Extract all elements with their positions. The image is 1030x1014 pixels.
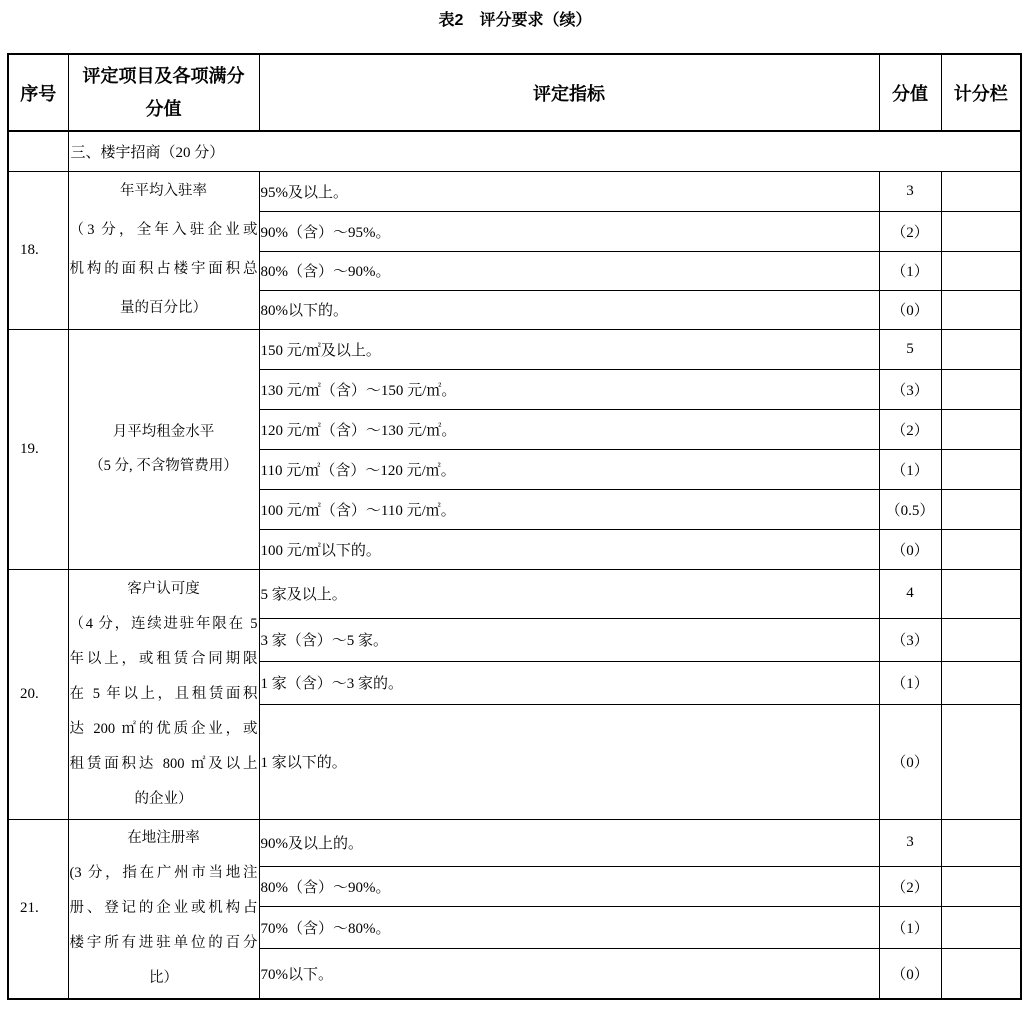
table-row [8, 171, 1021, 211]
tally-cell [941, 329, 1021, 369]
criteria-text: 100 元/㎡（含）～110 元/㎡。 [259, 489, 879, 529]
header-number: 序号 [8, 54, 68, 131]
score-value: （0） [879, 290, 941, 329]
evaluation-item [68, 171, 259, 329]
item-description-line: 册、登记的企业或机构占 [69, 900, 258, 917]
criteria-text: 5 家及以上。 [259, 569, 879, 618]
item-description-line: （3 分，全年入驻企业或 [69, 222, 258, 238]
tally-cell [941, 449, 1021, 489]
item-description-line: (3 分，指在广州市当地注 [69, 865, 258, 882]
criteria-text: 110 元/㎡（含）～120 元/㎡。 [259, 449, 879, 489]
criteria-text: 80%（含）～90%。 [259, 866, 879, 906]
item-description-line: （5 分, 不含物管费用） [89, 458, 238, 474]
tally-cell [941, 211, 1021, 251]
score-value: 5 [879, 329, 941, 369]
criteria-text: 1 家以下的。 [259, 704, 879, 819]
tally-cell [941, 369, 1021, 409]
criteria-text: 120 元/㎡（含）～130 元/㎡。 [259, 409, 879, 449]
score-value: 3 [879, 171, 941, 211]
row-number: 18. [8, 171, 68, 329]
criteria-text: 90%及以上的。 [259, 819, 879, 866]
evaluation-item [68, 569, 259, 819]
tally-cell [941, 290, 1021, 329]
item-description-line: 达 200 ㎡的优质企业，或 [69, 720, 258, 737]
score-value: （1） [879, 251, 941, 290]
tally-cell [941, 661, 1021, 704]
score-value: （2） [879, 211, 941, 251]
score-value: （2） [879, 866, 941, 906]
item-title: 月平均租金水平 [112, 424, 215, 440]
criteria-text: 3 家（含）～5 家。 [259, 618, 879, 661]
item-description-line: 量的百分比） [120, 300, 207, 316]
tally-cell [941, 906, 1021, 948]
score-value: 3 [879, 819, 941, 866]
score-value: （0.5） [879, 489, 941, 529]
tally-cell [941, 489, 1021, 529]
criteria-text: 80%（含）～90%。 [259, 251, 879, 290]
score-value: （3） [879, 618, 941, 661]
score-value: 4 [879, 569, 941, 618]
score-value: （0） [879, 704, 941, 819]
criteria-text: 70%（含）～80%。 [259, 906, 879, 948]
item-description-line: 在 5 年以上，且租赁面积 [69, 685, 258, 702]
header-criteria: 评定指标 [259, 54, 879, 131]
item-description [70, 856, 258, 996]
criteria-text: 95%及以上。 [259, 171, 879, 211]
table-row [8, 329, 1021, 369]
item-title: 在地注册率 [127, 830, 200, 847]
header-tally: 计分栏 [941, 54, 1021, 131]
header-item-line: 分值 [145, 98, 182, 119]
tally-cell [941, 251, 1021, 290]
criteria-text: 70%以下。 [259, 948, 879, 999]
section-number-cell [8, 131, 68, 171]
tally-cell [941, 569, 1021, 618]
header-row [8, 54, 1021, 131]
item-description [70, 607, 258, 817]
item-description-line: 租赁面积达 800 ㎡及以上 [69, 755, 258, 772]
row-number: 21. [8, 819, 68, 999]
tally-cell [941, 866, 1021, 906]
tally-cell [941, 704, 1021, 819]
score-value: （1） [879, 449, 941, 489]
tally-cell [941, 171, 1021, 211]
score-value: （0） [879, 529, 941, 569]
criteria-text: 150 元/㎡及以上。 [259, 329, 879, 369]
row-number: 20. [8, 569, 68, 819]
score-value: （0） [879, 948, 941, 999]
tally-cell [941, 948, 1021, 999]
section-row [8, 131, 1021, 171]
item-description-line: 的企业） [134, 790, 193, 807]
criteria-text: 1 家（含）～3 家的。 [259, 661, 879, 704]
score-value: （1） [879, 661, 941, 704]
item-title: 客户认可度 [127, 580, 200, 597]
scoring-table [7, 53, 1022, 1000]
table-row [8, 819, 1021, 866]
evaluation-item [68, 819, 259, 999]
criteria-text: 80%以下的。 [259, 290, 879, 329]
score-value: （3） [879, 369, 941, 409]
header-evaluation-item [68, 54, 259, 131]
table-row [8, 569, 1021, 618]
tally-cell [941, 529, 1021, 569]
evaluation-item [68, 329, 259, 569]
tally-cell [941, 618, 1021, 661]
criteria-text: 130 元/㎡（含）～150 元/㎡。 [259, 369, 879, 409]
score-value: （1） [879, 906, 941, 948]
criteria-text: 100 元/㎡以下的。 [259, 529, 879, 569]
item-description-line: 比） [149, 970, 178, 987]
header-item-line: 评定项目及各项满分 [82, 65, 245, 86]
criteria-text: 90%（含）～95%。 [259, 211, 879, 251]
header-score: 分值 [879, 54, 941, 131]
section-heading: 三、楼宇招商（20 分） [68, 131, 1021, 171]
item-description [70, 449, 258, 483]
tally-cell [941, 819, 1021, 866]
row-number: 19. [8, 329, 68, 569]
item-description-line: 楼宇所有进驻单位的百分 [69, 935, 258, 952]
table-caption: 表2 评分要求（续） [438, 12, 592, 29]
item-description-line: 机构的面积占楼宇面积总 [69, 261, 258, 277]
score-value: （2） [879, 409, 941, 449]
tally-cell [941, 409, 1021, 449]
item-description-line: （4 分，连续进驻年限在 5 [69, 615, 258, 632]
item-description [70, 211, 258, 328]
item-description-line: 年以上，或租赁合同期限 [69, 650, 258, 667]
item-title: 年平均入驻率 [120, 183, 207, 199]
